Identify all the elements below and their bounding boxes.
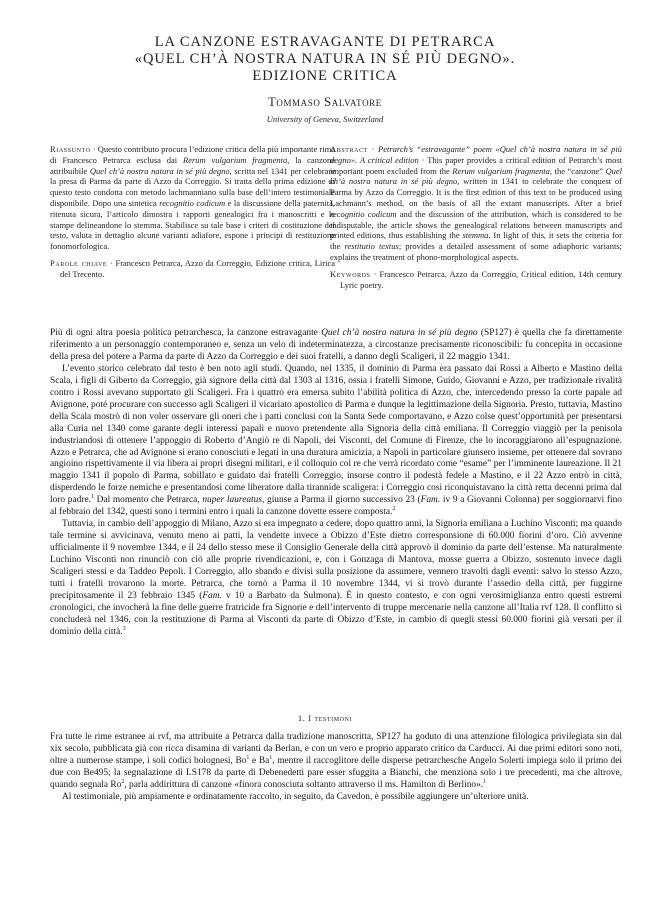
footnote-ref-4[interactable]: 1 (483, 778, 487, 785)
paragraph-1: Più di ogni altra poesia politica petrarchesca, la canzone estravagante Quel ch’à nostra natura in sé più degno (SP127) è quella che fa direttamente riferimento a un personaggio contemporaneo e, senza un velo di indeterminatezza, a circostanze precisamente riconoscibili: fu concepita in occasione della presa del potere a Parma da parte di Azzo da Correggio e dei suoi fratelli, a danno degli Scaligeri, il 22 maggio 1341. (50, 328, 623, 362)
footnote-ref-1[interactable]: 1 (90, 494, 94, 501)
keywords-italian: Parole chiave · Francesco Petrarca, Azzo da Correggio, Edizione critica, Lirica del Trecento. (50, 257, 335, 279)
abstract-english-label: Abstract (330, 144, 368, 154)
abstract-italian-label: Riassunto (50, 144, 91, 154)
author-name: Tommaso Salvatore (268, 95, 382, 109)
abstract-english-text: Abstract · Petrarch’s “estravagante” poem «Quel ch’à nostra natura in sé più degno». A critical edition · This paper provides a critical edition of Petrarch’s most important poem excluded from the Rerum vulgarium fragmenta, the “canzone” Quel ch’à nostra natura in sé più degno, written in 1341 to celebrate the conquest of Parma by Azzo da Correggio. It is the first edition of this text to be produced using Lachmann’s method, on the basis of all the extant manuscripts. After a brief recognitio codicum and the discussion of the attribution, which is considered to be indisputable, the article shows the genealogical relations between manuscripts and printed editions, thus establishing the stemma. In light of this, it sets the criteria for the restitutio textus; provides a detailed assessment of some adiaphoric variants; explains the treatment of phono-morphological aspects. (330, 144, 623, 262)
title-line-1: LA CANZONE ESTRAVAGANTE DI PETRARCA (154, 34, 496, 50)
abstract-italian-text: Riassunto · Questo contributo procura l’edizione critica della più importante rima di Francesco Petrarca esclusa dai Rerum vulgarium fragmenta, la canzone attribuibile Quel ch’à nostra natura in sé più degno, scritta nel 1341 per celebrare la presa di Parma da parte di Azzo da Correggio. Si tratta della prima edizione di questo testo condotta con metodo lachmanniano sulla base dell’intero testimoniale disponibile. Dopo una sintetica recognitio codicum e la discussione della paternità, ritenuta sicura, l’articolo dimostra i rapporti genealogici fra i manoscritti e le stampe delineandone lo stemma. Stabilisce su tale base i criteri di costituzione del testo, valuta in dettaglio alcune varianti adiafore, espone i principi di restituzione fonomorfologica. (50, 144, 336, 252)
keywords-english-label: Keywords (330, 268, 371, 279)
footnote-ref-3[interactable]: 3 (122, 625, 126, 632)
abstract-english (330, 144, 622, 290)
keywords-english: Keywords · Francesco Petrarca, Azzo da Correggio, Critical edition, 14th century Lyric poetry. (330, 268, 623, 290)
keywords-italian-label: Parole chiave (50, 257, 108, 268)
section-heading: 1. I testimoni (297, 713, 353, 723)
paragraph-5: Al testimoniale, più ampiamente e ordinatamente raccolto, in seguito, da Cavedon, è possibile aggiungere un’ulteriore unità. (62, 791, 529, 802)
footnote-ref-2[interactable]: 2 (392, 506, 396, 513)
title-line-2: «QUEL CH’À NOSTRA NATURA IN SÉ PIÙ DEGNO». (134, 51, 516, 67)
body-intro (50, 328, 622, 639)
paragraph-2: L’evento storico celebrato dal testo è ben noto agli studi. Quando, nel 1335, il dominio di Parma era passato dai Rossi a Alberto e Mastino della Scala, i figli di Giberto da Correggio, già signore della città dal 1303 al 1316, ossia i fratelli Simone, Guido, Giovanni e Azzo, per tradizionale rivalità contro i Rossi avevano supportato gli Scaligeri. Fra i quattro era emersa subito l’abilità politica di Azzo, che, intercedendo presso la corte papale ad Avignone, poté procurare con successo agli Scaligeri il vicariato apostolico di Parma e dunque la legittimazione della Signoria. Presto, tuttavia, Mastino della Scala mostrò di non voler osservare gli oneri che i patti conclusi con la Santa Sede comportavano, e Azzo colse quest’opportunità per presentarsi alla Curia nel 1340 come garante degli interessi papali e nuovo pretendente alla Signoria della città emiliana. Il Correggio viaggiò per la penisola industriandosi di ottenere l’appoggio di Roberto d’Angiò re di Napoli, dei Visconti, del Comune di Firenze, che lo incoraggiarono all’espugnazione. Azzo e Petrarca, che ad Avignone si erano conosciuti e legati in una duratura amicizia, a Napoli in particolare giunsero insieme, per ottenere dal sovrano angioino rispettivamente il via libera ai propri disegni militari, e il colloquio col re che verrà ricordato come “esame” per l’imminente laureazione. Il 21 maggio 1341 il popolo di Parma, sobillato e guidato dai fratelli Correggio, insorse contro il podestà fedele a Mastino, e il 22 Azzo entrò in città, disperdendo le forze nemiche e presentandosi come liberatore dalla tirannide scaligera: i Correggio così riconquistavano la città retta decenni prima dal loro padre.$^1$ Dal momento che Petrarca, nuper laureatus, giunse a Parma il giorno successivo 23 (Fam. iv 9 a Giovanni Colonna) per soggiornarvi fino al febbraio del 1342, questi sono i termini entro i quali la canzone dovette essere composta.$^2$ (50, 363, 622, 518)
paragraph-4: Fra tutte le rime estranee ai rvf, ma attribuite a Petrarca dalla tradizione manoscritta, SP127 ha goduto di una attenzione filologica privilegiata sin dal xix secolo, pubblicata già con ricca disamina di varianti da Berlan, e con un vero e proprio apparato critico da Carducci. Ai due primi editori sono noti, oltre a numerose stampe, i soli codici bolognesi, Bo$^1$ e Ba$^1$, mentre il raccoglitore delle disperse petrarchesche Angelo Solerti impiega solo il primo dei due con Be495; la segnalazione di LS178 da parte di Debenedetti pare esser sfuggita a Bianchi, che menziona solo i tre precedenti, ma che altrove, quando segnala Ro$^2$, parla addirittura di canzone «finora conosciuta soltanto attraverso il ms. Hamilton di Berlino».$^1$ (50, 732, 623, 790)
body-section-1 (50, 732, 622, 804)
author-affiliation: University of Geneva, Switzerland (266, 114, 384, 124)
abstract-italian (50, 144, 335, 280)
paragraph-3: Tuttavia, in cambio dell’appoggio di Milano, Azzo si era impegnato a cedere, dopo quattro anni, la Signoria emiliana a Luchino Visconti; ma quando tale termine si avvicinava, venuto meno ai patti, la vendette invece a Obizzo d’Este dietro corresponsione di 60.000 fiorini d’oro. Ciò avvenne ufficialmente il 9 novembre 1344, e il 24 dello stesso mese il Consiglio Generale della città approvò il dominio da parte dell’estense. Ma naturalmente Luchino Visconti non rinunciò con ciò alle proprie rivendicazioni, e, con i Gonzaga di Mantova, mosse guerra a Obizzo, sostenuto invece dagli Scaligeri stessi e da Taddeo Pepoli. I Correggio, allo sbando e divisi sulla posizione da assumere, vennero travolti dagli eventi: salvo lo stesso Azzo, tutti i fratelli trovarono la morte. Petrarca, che tornò a Parma il 10 novembre 1344, vi si trovò durante l’assedio della città, per fuggirne precipitosamente il 23 febbraio 1345 (Fam. v 10 a Barbato da Sulmona). È in questo contesto, e con ogni verosimiglianza entro questi estremi cronologici, che invocherà la fine delle guerre fratricide fra Signorie e dell’intervento di truppe mercenarie nella canzone all’Italia rvf 128. Il conflitto si concluderà nel 1346, con la restituzione di Parma al Visconti da parte di Obizzo d’Este, in cambio di quegli stessi 60.000 fiorini già versati per il dominio della città.$^3$ (50, 519, 622, 637)
title-line-3: EDIZIONE CRITICA (252, 68, 398, 84)
